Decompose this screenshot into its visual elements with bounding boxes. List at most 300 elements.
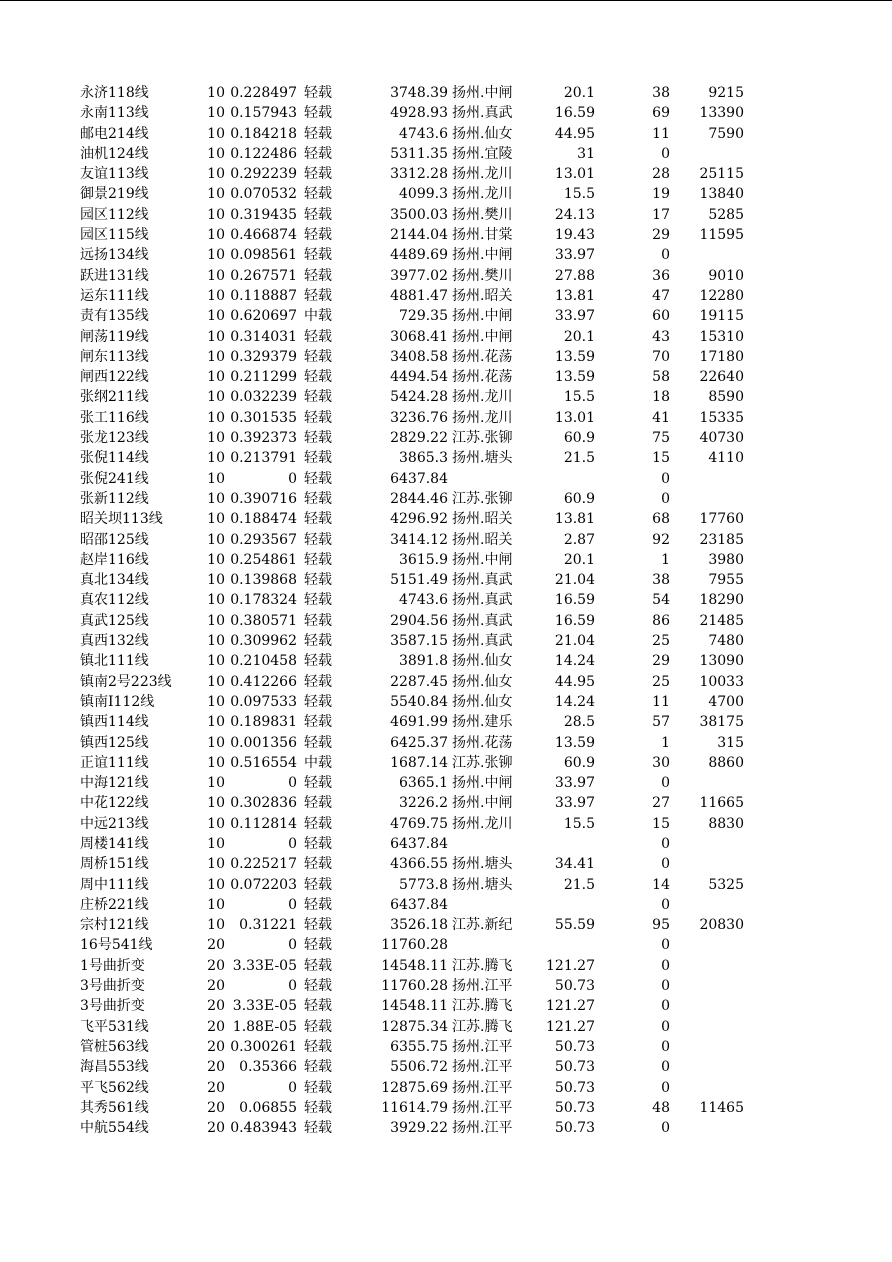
cell-capacity: 14548.11	[381, 998, 448, 1015]
cell-load: 轻载	[304, 835, 332, 852]
cell-count: 69	[652, 105, 670, 122]
table-row	[0, 448, 892, 468]
cell-load: 轻载	[304, 470, 332, 487]
cell-ratio: 0.070532	[230, 186, 297, 203]
cell-length: 34.41	[554, 856, 595, 873]
cell-station: 扬州.花荡	[452, 348, 513, 365]
cell-voltage: 10	[207, 369, 225, 386]
cell-load: 轻载	[304, 734, 332, 751]
cell-kva: 38175	[699, 714, 744, 731]
cell-load: 轻载	[304, 511, 332, 528]
cell-station: 江苏.新纪	[452, 917, 513, 934]
cell-capacity: 6437.84	[390, 896, 448, 913]
cell-capacity: 3891.8	[399, 653, 448, 670]
cell-voltage: 10	[207, 917, 225, 934]
cell-count: 92	[652, 531, 670, 548]
table-row	[0, 428, 892, 448]
cell-ratio: 0.412266	[230, 673, 297, 690]
cell-ratio: 0.302836	[230, 795, 297, 812]
cell-name: 管桩563线	[80, 1038, 149, 1055]
cell-voltage: 10	[207, 896, 225, 913]
cell-load: 轻载	[304, 531, 332, 548]
cell-kva: 22640	[699, 369, 744, 386]
cell-load: 轻载	[304, 856, 332, 873]
cell-length: 15.5	[563, 815, 595, 832]
cell-load: 轻载	[304, 896, 332, 913]
cell-ratio: 0.184218	[230, 125, 297, 142]
table-row	[0, 834, 892, 854]
cell-station: 扬州.江平	[452, 978, 513, 995]
cell-ratio: 0.329379	[230, 348, 297, 365]
cell-ratio: 0.072203	[230, 876, 297, 893]
cell-kva: 15335	[699, 409, 744, 426]
cell-kva: 13390	[699, 105, 744, 122]
cell-capacity: 3615.9	[399, 551, 448, 568]
cell-length: 50.73	[554, 1079, 595, 1096]
cell-length: 121.27	[546, 957, 595, 974]
cell-name: 镇南2号223线	[80, 673, 172, 690]
cell-voltage: 20	[207, 1079, 225, 1096]
cell-load: 轻载	[304, 714, 332, 731]
cell-ratio: 0.112814	[230, 815, 297, 832]
table-row	[0, 1098, 892, 1118]
cell-name: 闸荡119线	[80, 328, 149, 345]
cell-capacity: 2287.45	[390, 673, 448, 690]
cell-name: 张倪114线	[80, 450, 149, 467]
cell-ratio: 0	[288, 775, 297, 792]
table-row	[0, 286, 892, 306]
cell-name: 远扬134线	[80, 247, 149, 264]
cell-station: 扬州.真武	[452, 612, 513, 629]
cell-capacity: 14548.11	[381, 957, 448, 974]
cell-load: 轻载	[304, 267, 332, 284]
cell-ratio: 0.001356	[230, 734, 297, 751]
cell-capacity: 3929.22	[390, 1120, 448, 1137]
cell-capacity: 4743.6	[399, 592, 448, 609]
table-row	[0, 1037, 892, 1057]
table-row	[0, 103, 892, 123]
cell-capacity: 3312.28	[390, 166, 448, 183]
table-row	[0, 773, 892, 793]
cell-load: 轻载	[304, 693, 332, 710]
table-row	[0, 266, 892, 286]
cell-station: 扬州.中闸	[452, 328, 513, 345]
cell-count: 43	[652, 328, 670, 345]
cell-load: 轻载	[304, 978, 332, 995]
cell-count: 11	[652, 125, 670, 142]
cell-length: 50.73	[554, 1099, 595, 1116]
cell-length: 55.59	[554, 917, 595, 934]
cell-kva: 23185	[699, 531, 744, 548]
cell-station: 扬州.龙川	[452, 389, 513, 406]
cell-count: 29	[652, 653, 670, 670]
cell-load: 轻载	[304, 876, 332, 893]
cell-kva: 11595	[699, 227, 744, 244]
table-row	[0, 733, 892, 753]
cell-voltage: 10	[207, 490, 225, 507]
cell-ratio: 0.292239	[230, 166, 297, 183]
table-row	[0, 1078, 892, 1098]
table-row	[0, 996, 892, 1016]
cell-kva: 19115	[699, 308, 744, 325]
table-row	[0, 570, 892, 590]
cell-capacity: 3587.15	[390, 633, 448, 650]
cell-kva: 7590	[708, 125, 744, 142]
cell-capacity: 3526.18	[390, 917, 448, 934]
cell-count: 0	[661, 1018, 670, 1035]
cell-capacity: 729.35	[399, 308, 448, 325]
cell-load: 中载	[304, 308, 332, 325]
cell-station: 扬州.江平	[452, 1079, 513, 1096]
cell-load: 轻载	[304, 145, 332, 162]
cell-station: 扬州.龙川	[452, 409, 513, 426]
cell-count: 0	[661, 856, 670, 873]
cell-count: 38	[652, 85, 670, 101]
table-row	[0, 793, 892, 813]
cell-ratio: 0.301535	[230, 409, 297, 426]
cell-ratio: 0.211299	[230, 369, 297, 386]
cell-length: 21.5	[563, 450, 595, 467]
cell-station: 江苏.腾飞	[452, 1018, 513, 1035]
cell-length: 19.43	[554, 227, 595, 244]
cell-voltage: 10	[207, 247, 225, 264]
cell-count: 95	[652, 917, 670, 934]
cell-count: 14	[652, 876, 670, 893]
cell-load: 轻载	[304, 247, 332, 264]
cell-name: 中海121线	[80, 775, 149, 792]
cell-station: 扬州.龙川	[452, 815, 513, 832]
cell-length: 13.81	[554, 287, 595, 304]
cell-kva: 7955	[708, 572, 744, 589]
cell-length: 50.73	[554, 978, 595, 995]
cell-voltage: 10	[207, 348, 225, 365]
cell-voltage: 10	[207, 592, 225, 609]
cell-name: 镇西125线	[80, 734, 149, 751]
cell-station: 扬州.花荡	[452, 369, 513, 386]
cell-name: 平飞562线	[80, 1079, 149, 1096]
cell-capacity: 4494.54	[390, 369, 448, 386]
cell-load: 轻载	[304, 775, 332, 792]
cell-ratio: 0.319435	[230, 206, 297, 223]
cell-name: 1号曲折变	[80, 957, 145, 974]
cell-length: 16.59	[554, 592, 595, 609]
cell-length: 60.9	[563, 490, 595, 507]
cell-station: 扬州.仙女	[452, 125, 513, 142]
table-row	[0, 1057, 892, 1077]
cell-name: 张新112线	[80, 490, 149, 507]
cell-kva: 5285	[708, 206, 744, 223]
cell-voltage: 10	[207, 227, 225, 244]
cell-capacity: 4881.47	[390, 287, 448, 304]
cell-load: 轻载	[304, 998, 332, 1015]
cell-voltage: 10	[207, 125, 225, 142]
cell-voltage: 10	[207, 795, 225, 812]
table-row	[0, 976, 892, 996]
cell-voltage: 10	[207, 308, 225, 325]
cell-load: 轻载	[304, 1038, 332, 1055]
cell-kva: 315	[717, 734, 744, 751]
table-row	[0, 712, 892, 732]
cell-count: 0	[661, 470, 670, 487]
cell-voltage: 10	[207, 389, 225, 406]
cell-length: 121.27	[546, 1018, 595, 1035]
cell-load: 轻载	[304, 430, 332, 447]
cell-length: 13.59	[554, 734, 595, 751]
cell-voltage: 20	[207, 957, 225, 974]
cell-voltage: 20	[207, 978, 225, 995]
cell-name: 宗村121线	[80, 917, 149, 934]
cell-count: 15	[652, 815, 670, 832]
cell-length: 13.01	[554, 409, 595, 426]
cell-capacity: 5311.35	[390, 145, 448, 162]
cell-ratio: 0.392373	[230, 430, 297, 447]
cell-ratio: 0.06855	[239, 1099, 297, 1116]
cell-station: 扬州.仙女	[452, 653, 513, 670]
cell-ratio: 0.309962	[230, 633, 297, 650]
cell-station: 扬州.江平	[452, 1059, 513, 1076]
cell-station: 扬州.中闸	[452, 85, 513, 101]
cell-count: 15	[652, 450, 670, 467]
cell-name: 镇南Ⅰ112线	[80, 693, 155, 710]
cell-length: 13.59	[554, 369, 595, 386]
cell-voltage: 10	[207, 267, 225, 284]
cell-length: 50.73	[554, 1038, 595, 1055]
cell-capacity: 3865.3	[399, 450, 448, 467]
cell-load: 轻载	[304, 1120, 332, 1137]
cell-name: 海昌553线	[80, 1059, 149, 1076]
cell-ratio: 0.032239	[230, 389, 297, 406]
cell-voltage: 10	[207, 856, 225, 873]
cell-voltage: 10	[207, 754, 225, 771]
cell-voltage: 10	[207, 653, 225, 670]
cell-length: 20.1	[563, 85, 595, 101]
cell-name: 永南113线	[80, 105, 149, 122]
cell-ratio: 0.300261	[230, 1038, 297, 1055]
cell-load: 轻载	[304, 105, 332, 122]
table-row	[0, 956, 892, 976]
cell-capacity: 2829.22	[390, 430, 448, 447]
cell-count: 0	[661, 896, 670, 913]
cell-load: 轻载	[304, 227, 332, 244]
cell-station: 扬州.中闸	[452, 775, 513, 792]
cell-station: 江苏.张铆	[452, 490, 513, 507]
cell-capacity: 3236.76	[390, 409, 448, 426]
table-row	[0, 854, 892, 874]
cell-count: 0	[661, 937, 670, 954]
cell-ratio: 0.210458	[230, 653, 297, 670]
cell-length: 44.95	[554, 673, 595, 690]
table-row	[0, 550, 892, 570]
cell-count: 54	[652, 592, 670, 609]
cell-name: 昭邵125线	[80, 531, 149, 548]
cell-name: 镇西114线	[80, 714, 149, 731]
cell-load: 轻载	[304, 795, 332, 812]
cell-name: 中远213线	[80, 815, 149, 832]
cell-station: 扬州.樊川	[452, 267, 513, 284]
cell-ratio: 1.88E-05	[232, 1018, 297, 1035]
table-row	[0, 408, 892, 428]
cell-length: 28.5	[563, 714, 595, 731]
cell-name: 园区112线	[80, 206, 149, 223]
cell-name: 16号541线	[80, 937, 153, 954]
table-row	[0, 915, 892, 935]
cell-kva: 8830	[708, 815, 744, 832]
cell-ratio: 0.380571	[230, 612, 297, 629]
cell-ratio: 0.466874	[230, 227, 297, 244]
cell-name: 庄桥221线	[80, 896, 149, 913]
cell-ratio: 0.390716	[230, 490, 297, 507]
cell-length: 16.59	[554, 612, 595, 629]
cell-ratio: 0	[288, 937, 297, 954]
cell-station: 扬州.真武	[452, 572, 513, 589]
cell-load: 轻载	[304, 937, 332, 954]
cell-ratio: 0.118887	[230, 287, 297, 304]
cell-station: 扬州.昭关	[452, 531, 513, 548]
cell-count: 0	[661, 247, 670, 264]
cell-count: 47	[652, 287, 670, 304]
cell-length: 21.5	[563, 876, 595, 893]
table-row	[0, 367, 892, 387]
cell-capacity: 4691.99	[390, 714, 448, 731]
cell-ratio: 0.620697	[230, 308, 297, 325]
cell-capacity: 2144.04	[390, 227, 448, 244]
cell-ratio: 0	[288, 896, 297, 913]
cell-name: 张工116线	[80, 409, 149, 426]
table-row	[0, 935, 892, 955]
cell-capacity: 4489.69	[390, 247, 448, 264]
cell-kva: 11465	[699, 1099, 744, 1116]
cell-count: 68	[652, 511, 670, 528]
cell-voltage: 10	[207, 206, 225, 223]
table-row	[0, 489, 892, 509]
cell-count: 0	[661, 998, 670, 1015]
cell-length: 33.97	[554, 795, 595, 812]
cell-voltage: 10	[207, 470, 225, 487]
cell-voltage: 10	[207, 328, 225, 345]
cell-name: 跃进131线	[80, 267, 149, 284]
cell-name: 真北134线	[80, 572, 149, 589]
cell-voltage: 20	[207, 998, 225, 1015]
cell-capacity: 12875.69	[381, 1079, 448, 1096]
cell-voltage: 10	[207, 612, 225, 629]
cell-kva: 18290	[699, 592, 744, 609]
cell-station: 扬州.仙女	[452, 693, 513, 710]
cell-kva: 13090	[699, 653, 744, 670]
cell-name: 飞平531线	[80, 1018, 149, 1035]
cell-voltage: 20	[207, 1099, 225, 1116]
cell-count: 60	[652, 308, 670, 325]
cell-voltage: 10	[207, 287, 225, 304]
cell-voltage: 10	[207, 693, 225, 710]
cell-capacity: 4743.6	[399, 125, 448, 142]
cell-length: 21.04	[554, 633, 595, 650]
cell-ratio: 0	[288, 470, 297, 487]
cell-count: 0	[661, 1059, 670, 1076]
cell-count: 0	[661, 957, 670, 974]
cell-count: 0	[661, 1120, 670, 1137]
cell-load: 轻载	[304, 490, 332, 507]
cell-capacity: 6425.37	[390, 734, 448, 751]
cell-voltage: 20	[207, 937, 225, 954]
cell-kva: 40730	[699, 430, 744, 447]
cell-count: 48	[652, 1099, 670, 1116]
cell-count: 19	[652, 186, 670, 203]
cell-kva: 20830	[699, 917, 744, 934]
cell-count: 18	[652, 389, 670, 406]
cell-count: 38	[652, 572, 670, 589]
cell-station: 扬州.塘头	[452, 856, 513, 873]
cell-load: 轻载	[304, 612, 332, 629]
cell-voltage: 10	[207, 166, 225, 183]
table-row	[0, 530, 892, 550]
cell-length: 16.59	[554, 105, 595, 122]
cell-ratio: 0.228497	[230, 85, 297, 101]
cell-load: 轻载	[304, 957, 332, 974]
table-row	[0, 327, 892, 347]
cell-name: 周桥151线	[80, 856, 149, 873]
cell-capacity: 3977.02	[390, 267, 448, 284]
cell-ratio: 0.139868	[230, 572, 297, 589]
cell-capacity: 2844.46	[390, 490, 448, 507]
cell-name: 其秀561线	[80, 1099, 149, 1116]
cell-length: 60.9	[563, 754, 595, 771]
cell-capacity: 4928.93	[390, 105, 448, 122]
cell-capacity: 11614.79	[381, 1099, 448, 1116]
cell-voltage: 10	[207, 775, 225, 792]
table-row	[0, 692, 892, 712]
cell-ratio: 0.254861	[230, 551, 297, 568]
cell-load: 轻载	[304, 917, 332, 934]
cell-length: 14.24	[554, 693, 595, 710]
cell-load: 轻载	[304, 592, 332, 609]
cell-length: 20.1	[563, 551, 595, 568]
cell-capacity: 5773.8	[399, 876, 448, 893]
cell-kva: 15310	[699, 328, 744, 345]
cell-load: 轻载	[304, 673, 332, 690]
cell-capacity: 2904.56	[390, 612, 448, 629]
cell-length: 44.95	[554, 125, 595, 142]
cell-count: 30	[652, 754, 670, 771]
cell-station: 扬州.龙川	[452, 166, 513, 183]
cell-load: 轻载	[304, 85, 332, 101]
cell-capacity: 11760.28	[381, 937, 448, 954]
cell-length: 33.97	[554, 247, 595, 264]
cell-length: 13.81	[554, 511, 595, 528]
cell-name: 永济118线	[80, 85, 149, 101]
table-row	[0, 590, 892, 610]
cell-count: 0	[661, 1038, 670, 1055]
cell-voltage: 10	[207, 714, 225, 731]
cell-voltage: 10	[207, 572, 225, 589]
cell-count: 0	[661, 1079, 670, 1096]
table-row	[0, 225, 892, 245]
cell-voltage: 20	[207, 1059, 225, 1076]
cell-name: 周楼141线	[80, 835, 149, 852]
cell-voltage: 20	[207, 1038, 225, 1055]
cell-voltage: 10	[207, 531, 225, 548]
cell-count: 1	[661, 551, 670, 568]
cell-load: 轻载	[304, 186, 332, 203]
cell-name: 3号曲折变	[80, 998, 145, 1015]
cell-station: 扬州.仙女	[452, 673, 513, 690]
cell-name: 赵岸116线	[80, 551, 149, 568]
cell-voltage: 10	[207, 511, 225, 528]
cell-capacity: 4099.3	[399, 186, 448, 203]
cell-capacity: 3500.03	[390, 206, 448, 223]
cell-count: 1	[661, 734, 670, 751]
cell-capacity: 6437.84	[390, 835, 448, 852]
cell-station: 扬州.塘头	[452, 450, 513, 467]
